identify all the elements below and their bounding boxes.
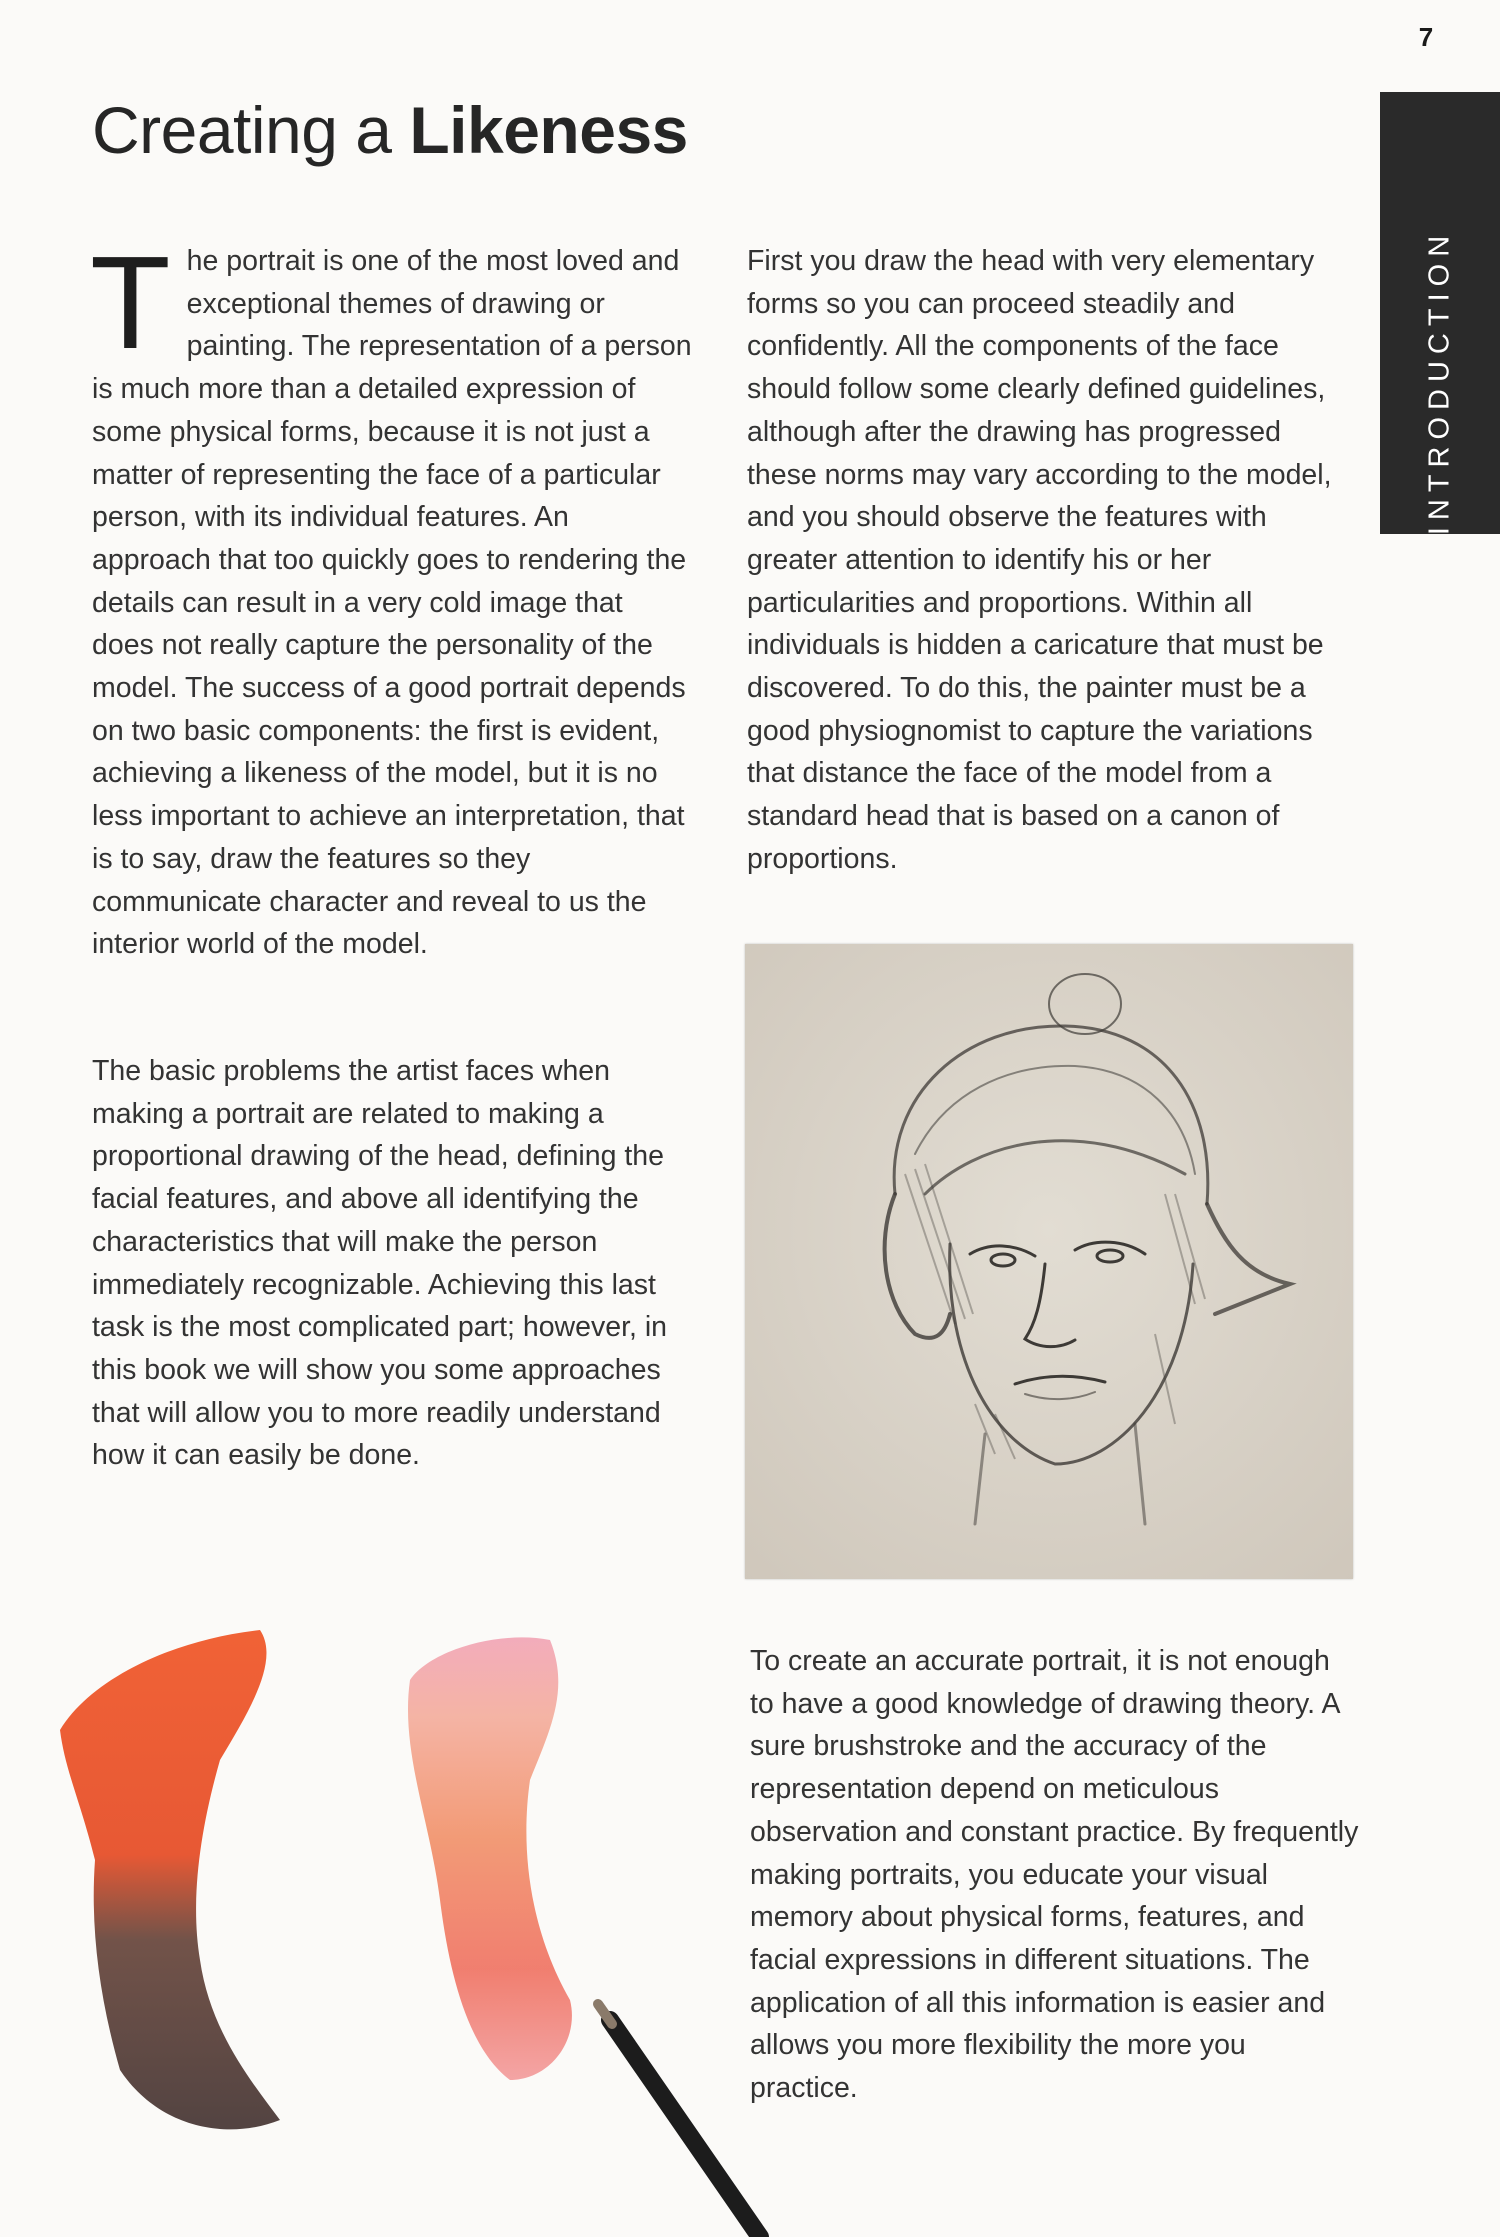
title-light: Creating a [92,93,392,167]
section-tab-label: INTRODUCTION [1423,228,1456,536]
paint-strokes-illustration [50,1600,790,2237]
portrait-sketch-drawing [745,944,1353,1579]
page-title [92,92,688,168]
intro-paragraph-text: he portrait is one of the most loved and exceptional themes of drawing or painting. The representation of a person is much more than a detailed expression of some physical forms, because it is not just a matter of representing the face of a particular person, with its individual features. An approach that too quickly goes to rendering the details can result in a very cold image that does not really capture the personality of the model. The success of a good portrait depends on two basic components: the first is evident, achieving a likeness of the model, but it is no less important to achieve an interpretation, that is to say, draw the features so they communicate character and reveal to us the interior world of the model. [92,245,692,961]
method-paragraph [747,240,1357,881]
orange-brown-stroke [60,1630,280,2129]
title-bold: Likeness [409,93,688,167]
section-tab [1380,92,1500,534]
practice-paragraph [750,1640,1360,2110]
intro-paragraph [90,229,692,966]
portrait-sketch-image [745,944,1353,1579]
drop-cap: T [90,229,171,376]
problems-paragraph-text: The basic problems the artist faces when making a portrait are related to making a proportional drawing of the head, defining the facial features, and above all identifying the characteristics that will make the person immediately recognizable. Achieving this last task is the most complicated part; however, in this book we will show you some approaches that will allow you to more readily understand how it can easily be done. [92,1055,668,1472]
method-paragraph-text: First you draw the head with very elementary forms so you can proceed steadily and confidently. All the components of the face should follow some clearly defined guidelines, although after the drawing has progressed these norms may vary according to the model, and you should observe the features with greater attention to identify his or her particularities and proportions. Within all individuals is hidden a caricature that must be discovered. To do this, the painter must be a good physiognomist to capture the variations that distance the face of the model from a standard head that is based on a canon of proportions. [747,245,1332,875]
problems-paragraph [92,1050,692,1477]
practice-paragraph-text: To create an accurate portrait, it is not enough to have a good knowledge of drawing theory. A sure brushstroke and the accuracy of the representation depend on meticulous observation and constant practice. By frequently making portraits, you educate your visual memory about physical forms, features, and facial expressions in different situations. The application of all this information is easier and allows you more flexibility the more you practice. [750,1645,1359,2105]
page-number: 7 [1418,22,1434,52]
pink-coral-stroke [408,1637,572,2080]
paint-strokes-drawing [50,1600,790,2237]
